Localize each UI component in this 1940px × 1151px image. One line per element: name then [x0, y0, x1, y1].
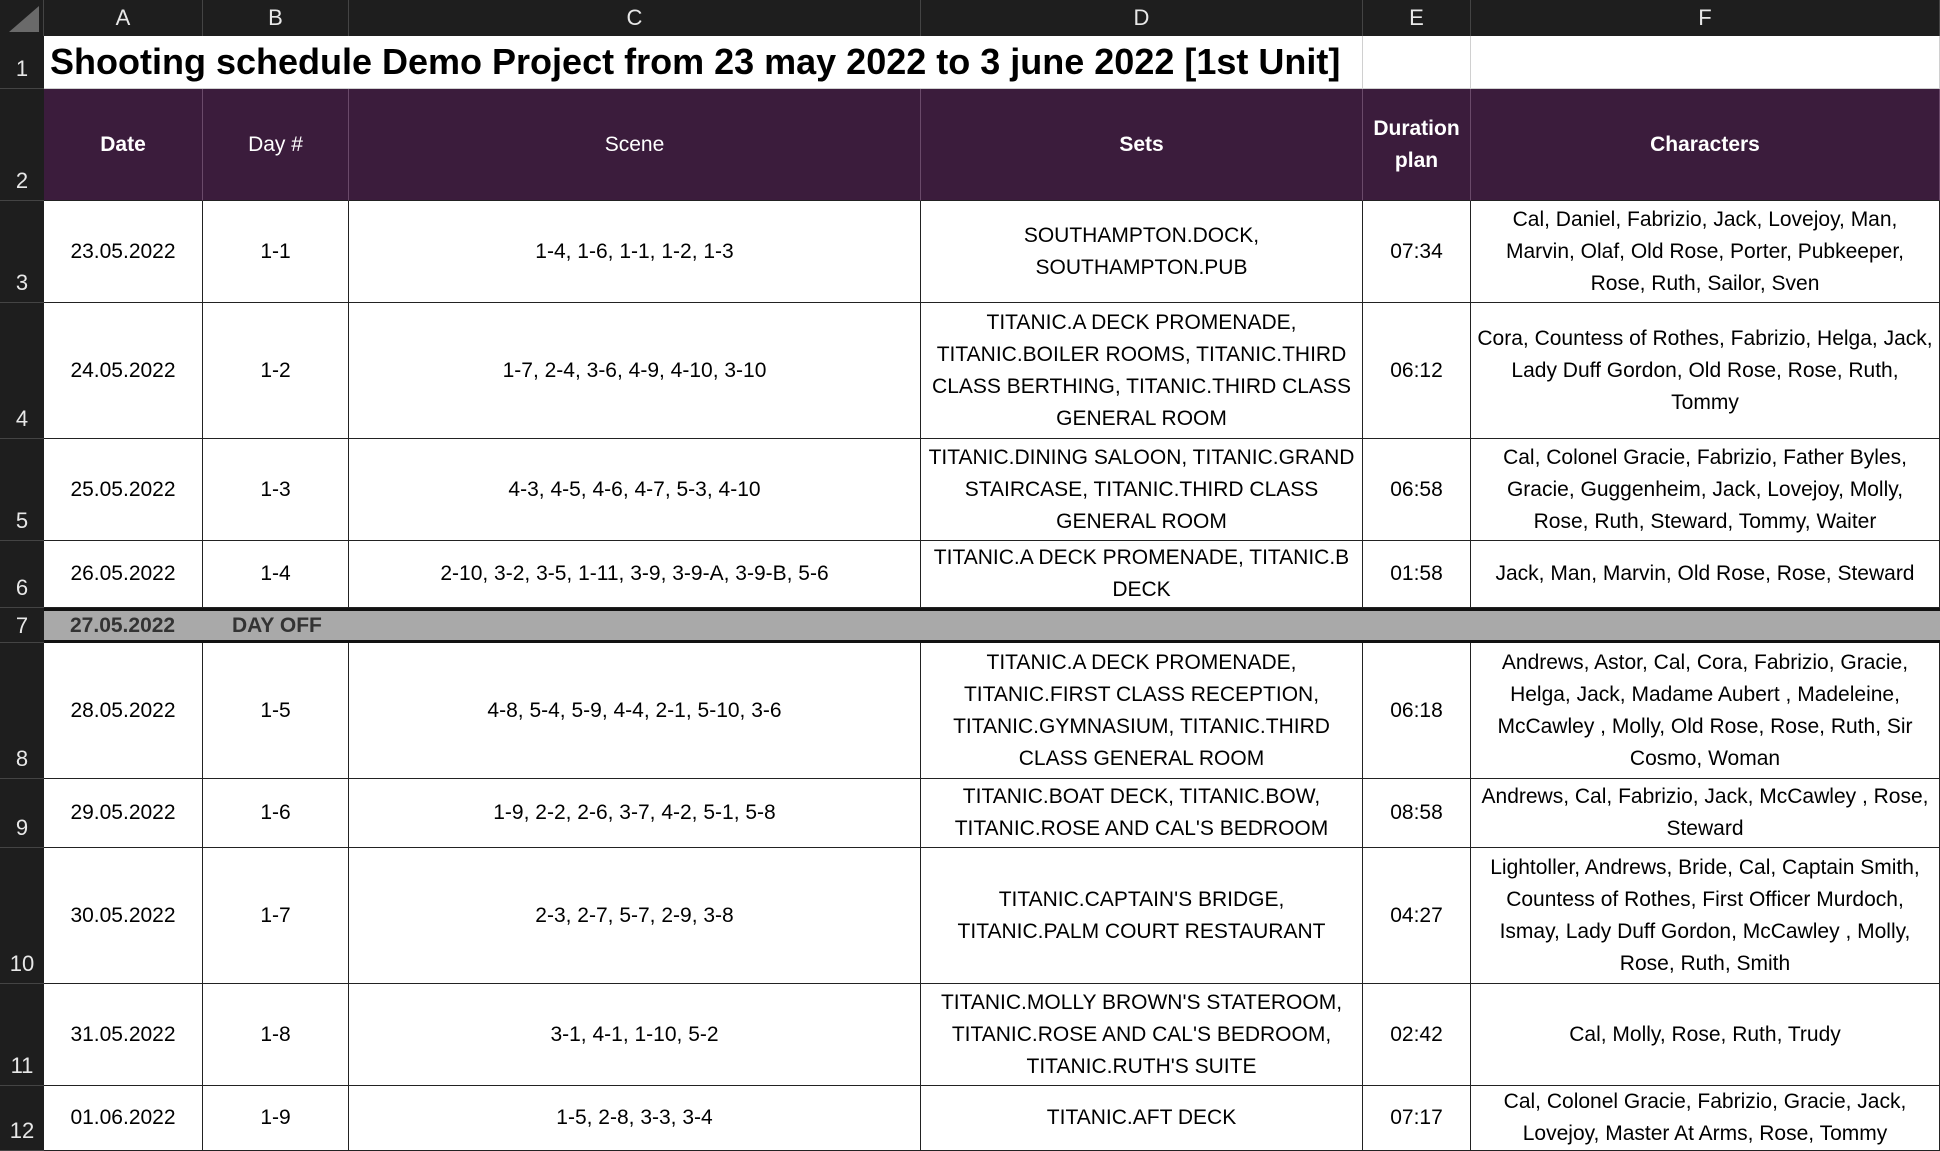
cell-duration[interactable]: 06:12	[1363, 303, 1471, 439]
column-header-d[interactable]: D	[921, 0, 1363, 36]
cell-duration[interactable]: 06:18	[1363, 643, 1471, 779]
cell-day[interactable]: 1-7	[203, 848, 349, 984]
cell-characters[interactable]: Cal, Molly, Rose, Ruth, Trudy	[1471, 984, 1940, 1086]
row-header-10[interactable]: 10	[0, 848, 44, 984]
cell-date[interactable]: 25.05.2022	[44, 439, 203, 541]
cell-duration[interactable]: 06:58	[1363, 439, 1471, 541]
cell-day[interactable]: 1-4	[203, 541, 349, 608]
empty-cell-f1[interactable]	[1471, 36, 1940, 89]
row-header-7[interactable]: 7	[0, 608, 44, 643]
header-scene[interactable]: Scene	[349, 89, 921, 201]
empty-cell-e1[interactable]	[1363, 36, 1471, 89]
schedule-title[interactable]: Shooting schedule Demo Project from 23 may 2022 to 3 june 2022 [1st Unit]	[44, 36, 1363, 89]
row-header-1[interactable]: 1	[0, 36, 44, 89]
column-header-e[interactable]: E	[1363, 0, 1471, 36]
cell-date[interactable]: 28.05.2022	[44, 643, 203, 779]
cell-day[interactable]: 1-1	[203, 201, 349, 303]
row-header-12[interactable]: 12	[0, 1086, 44, 1151]
cell-characters[interactable]: Cora, Countess of Rothes, Fabrizio, Helga, Jaсk, Lady Duff Gordon, Old Rose, Rose, Ruth, Tommy	[1471, 303, 1940, 439]
cell-date[interactable]: 26.05.2022	[44, 541, 203, 608]
cell-scene[interactable]: 1-9, 2-2, 2-6, 3-7, 4-2, 5-1, 5-8	[349, 779, 921, 848]
cell-duration[interactable]: 07:34	[1363, 201, 1471, 303]
day-off-row[interactable]	[44, 608, 1940, 643]
cell-characters[interactable]: Cal, Daniel, Fabrizio, Jaсk, Lovejoy, Man, Marvin, Olaf, Old Rose, Porter, Pubkeeper, Rose, Ruth, Sailor, Sven	[1471, 201, 1940, 303]
cell-duration[interactable]: 07:17	[1363, 1086, 1471, 1151]
table-row	[44, 779, 1940, 848]
cell-sets[interactable]: TITANIC.BOAT DECK, TITANIC.BOW, TITANIC.ROSE AND CAL'S BEDROOM	[921, 779, 1363, 848]
cell-date[interactable]: 30.05.2022	[44, 848, 203, 984]
column-header-b[interactable]: B	[203, 0, 349, 36]
cell-date[interactable]: 31.05.2022	[44, 984, 203, 1086]
row-header-2[interactable]: 2	[0, 89, 44, 201]
column-header-c[interactable]: C	[349, 0, 921, 36]
cell-scene[interactable]: 1-5, 2-8, 3-3, 3-4	[349, 1086, 921, 1151]
cell-sets[interactable]: TITANIC.A DECK PROMENADE, TITANIC.B DECK	[921, 541, 1363, 608]
select-all-corner[interactable]	[0, 0, 44, 36]
cell-scene[interactable]: 2-3, 2-7, 5-7, 2-9, 3-8	[349, 848, 921, 984]
cell-duration[interactable]: 04:27	[1363, 848, 1471, 984]
cell-characters[interactable]: Jaсk, Man, Marvin, Old Rose, Rose, Steward	[1471, 541, 1940, 608]
cell-day[interactable]: 1-3	[203, 439, 349, 541]
cell-date[interactable]: 01.06.2022	[44, 1086, 203, 1151]
cell-sets[interactable]: TITANIC.A DECK PROMENADE, TITANIC.BOILER ROOMS, TITANIC.THIRD CLASS BERTHING, TITANIC.THIRD CLASS GENERAL ROOM	[921, 303, 1363, 439]
table-row	[44, 984, 1940, 1086]
header-row	[44, 89, 1940, 201]
cell-date[interactable]: 23.05.2022	[44, 201, 203, 303]
cell-characters[interactable]: Lightoller, Andrews, Bride, Cal, Captain Smith, Countess of Rothes, First Officer Murdoch, Ismay, Lady Duff Gordon, McCawley , Molly, Rose, Ruth, Smith	[1471, 848, 1940, 984]
table-row	[44, 303, 1940, 439]
row-header-8[interactable]: 8	[0, 643, 44, 779]
row-header-5[interactable]: 5	[0, 439, 44, 541]
cell-characters[interactable]: Cal, Colonel Gracie, Fabrizio, Gracie, Jaсk, Lovejoy, Master At Arms, Rose, Tommy	[1471, 1086, 1940, 1151]
cell-sets[interactable]: TITANIC.CAPTAIN'S BRIDGE, TITANIC.PALM COURT RESTAURANT	[921, 848, 1363, 984]
table-row	[44, 201, 1940, 303]
table-row	[44, 1086, 1940, 1151]
cell-scene[interactable]: 2-10, 3-2, 3-5, 1-11, 3-9, 3-9-A, 3-9-B, 5-6	[349, 541, 921, 608]
cell-scene[interactable]: 1-4, 1-6, 1-1, 1-2, 1-3	[349, 201, 921, 303]
column-header-f[interactable]: F	[1471, 0, 1940, 36]
table-row	[44, 439, 1940, 541]
column-header-a[interactable]: A	[44, 0, 203, 36]
cell-characters[interactable]: Andrews, Astor, Cal, Cora, Fabrizio, Gracie, Helga, Jaсk, Madame Aubert , Madeleine, McCawley , Molly, Old Rose, Rose, Ruth, Sir Cosmo, Woman	[1471, 643, 1940, 779]
cell-date[interactable]: 29.05.2022	[44, 779, 203, 848]
row-header-11[interactable]: 11	[0, 984, 44, 1086]
cell-duration[interactable]: 08:58	[1363, 779, 1471, 848]
cell-scene[interactable]: 1-7, 2-4, 3-6, 4-9, 4-10, 3-10	[349, 303, 921, 439]
table-row	[44, 541, 1940, 608]
header-characters[interactable]: Characters	[1471, 89, 1940, 201]
cell-duration[interactable]: 01:58	[1363, 541, 1471, 608]
cell-sets[interactable]: TITANIC.AFT DECK	[921, 1086, 1363, 1151]
header-sets[interactable]: Sets	[921, 89, 1363, 201]
cell-scene[interactable]: 4-8, 5-4, 5-9, 4-4, 2-1, 5-10, 3-6	[349, 643, 921, 779]
day-off-date: 27.05.2022	[70, 613, 176, 637]
table-row	[44, 643, 1940, 779]
row-header-4[interactable]: 4	[0, 303, 44, 439]
cell-sets[interactable]: TITANIC.MOLLY BROWN'S STATEROOM, TITANIC.ROSE AND CAL'S BEDROOM, TITANIC.RUTH'S SUITE	[921, 984, 1363, 1086]
title-row	[44, 36, 1940, 89]
cell-scene[interactable]: 4-3, 4-5, 4-6, 4-7, 5-3, 4-10	[349, 439, 921, 541]
header-day[interactable]: Day #	[203, 89, 349, 201]
cell-day[interactable]: 1-9	[203, 1086, 349, 1151]
table-row	[44, 848, 1940, 984]
row-header-3[interactable]: 3	[0, 201, 44, 303]
cell-date[interactable]: 24.05.2022	[44, 303, 203, 439]
header-duration[interactable]: Duration plan	[1363, 89, 1471, 201]
cell-sets[interactable]: TITANIC.A DECK PROMENADE, TITANIC.FIRST CLASS RECEPTION, TITANIC.GYMNASIUM, TITANIC.THIRD CLASS GENERAL ROOM	[921, 643, 1363, 779]
day-off-label: DAY OFF	[232, 613, 322, 637]
cell-sets[interactable]: TITANIC.DINING SALOON, TITANIC.GRAND STAIRCASE, TITANIC.THIRD CLASS GENERAL ROOM	[921, 439, 1363, 541]
cell-characters[interactable]: Andrews, Cal, Fabrizio, Jaсk, McCawley , Rose, Steward	[1471, 779, 1940, 848]
cell-sets[interactable]: SOUTHAMPTON.DOCK, SOUTHAMPTON.PUB	[921, 201, 1363, 303]
header-date[interactable]: Date	[44, 89, 203, 201]
row-header-6[interactable]: 6	[0, 541, 44, 608]
cell-day[interactable]: 1-8	[203, 984, 349, 1086]
cell-scene[interactable]: 3-1, 4-1, 1-10, 5-2	[349, 984, 921, 1086]
row-header-9[interactable]: 9	[0, 779, 44, 848]
cell-day[interactable]: 1-2	[203, 303, 349, 439]
cell-characters[interactable]: Cal, Colonel Gracie, Fabrizio, Father Byles, Gracie, Guggenheim, Jaсk, Lovejoy, Molly, Rose, Ruth, Steward, Tommy, Waiter	[1471, 439, 1940, 541]
cell-day[interactable]: 1-5	[203, 643, 349, 779]
cell-day[interactable]: 1-6	[203, 779, 349, 848]
cell-duration[interactable]: 02:42	[1363, 984, 1471, 1086]
